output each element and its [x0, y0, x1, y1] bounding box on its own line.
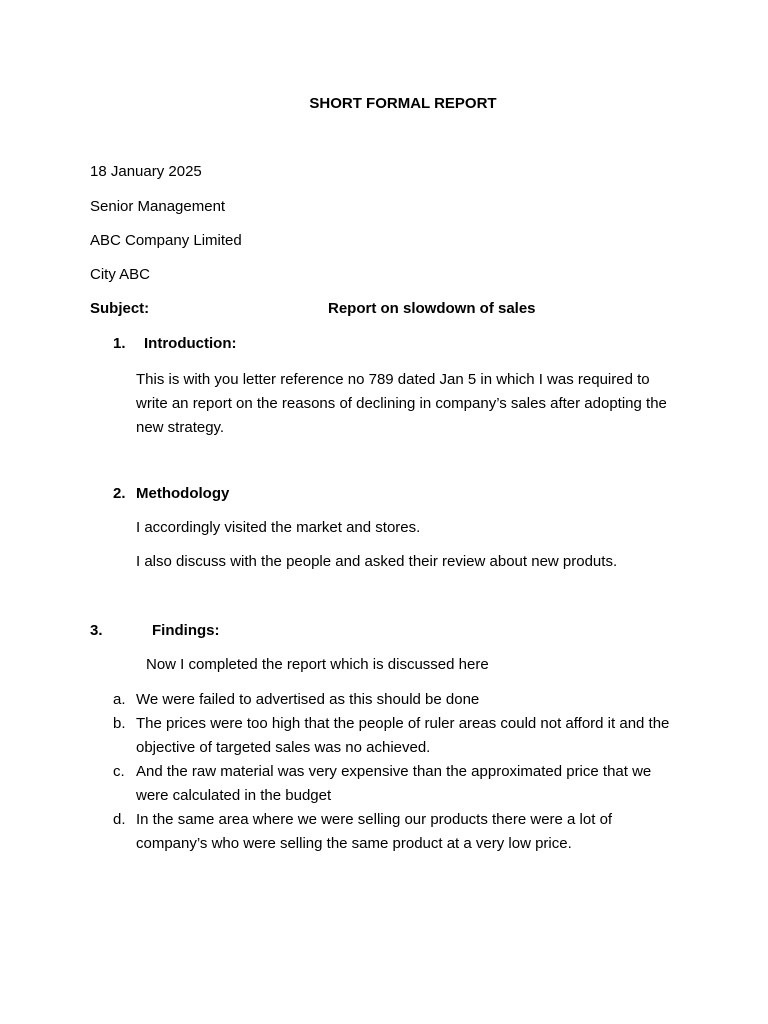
- subject-label: Subject:: [90, 300, 150, 317]
- finding-a-text: We were failed to advertised as this should be done: [136, 691, 480, 708]
- finding-c-text: And the raw material was very expensive than the approximated price that we were calculated in the budget: [136, 763, 652, 804]
- finding-a-marker: a.: [113, 691, 126, 708]
- section-1-number: 1.: [113, 335, 126, 352]
- recipient-line-2: ABC Company Limited: [90, 232, 242, 249]
- recipient-line-1: Senior Management: [90, 198, 226, 215]
- finding-c-marker: c.: [113, 763, 125, 780]
- report-date: 18 January 2025: [90, 163, 202, 180]
- report-title: SHORT FORMAL REPORT: [309, 95, 497, 112]
- finding-b-marker: b.: [113, 715, 126, 732]
- section-3-heading: Findings:: [152, 622, 220, 639]
- subject-value: Report on slowdown of sales: [328, 300, 536, 317]
- section-2-paragraph-1: I accordingly visited the market and stores.: [136, 519, 421, 536]
- section-1-paragraph: This is with you letter reference no 789 dated Jan 5 in which I was required to write an report on the reasons of declining in company’s sales after adopting the new strategy.: [136, 371, 667, 436]
- section-2-heading: Methodology: [136, 485, 230, 502]
- recipient-line-3: City ABC: [90, 266, 151, 283]
- finding-d-marker: d.: [113, 811, 126, 828]
- section-3-number: 3.: [90, 622, 103, 639]
- section-2-paragraph-2: I also discuss with the people and asked their review about new produts.: [136, 553, 618, 570]
- section-2-number: 2.: [113, 485, 126, 502]
- finding-d-text: In the same area where we were selling our products there were a lot of company’s who were selling the same product at a very low price.: [136, 811, 613, 852]
- finding-b-text: The prices were too high that the people of ruler areas could not afford it and the objective of targeted sales was no achieved.: [136, 715, 670, 756]
- section-3-paragraph: Now I completed the report which is discussed here: [146, 656, 489, 673]
- section-1-heading: Introduction:: [144, 335, 237, 352]
